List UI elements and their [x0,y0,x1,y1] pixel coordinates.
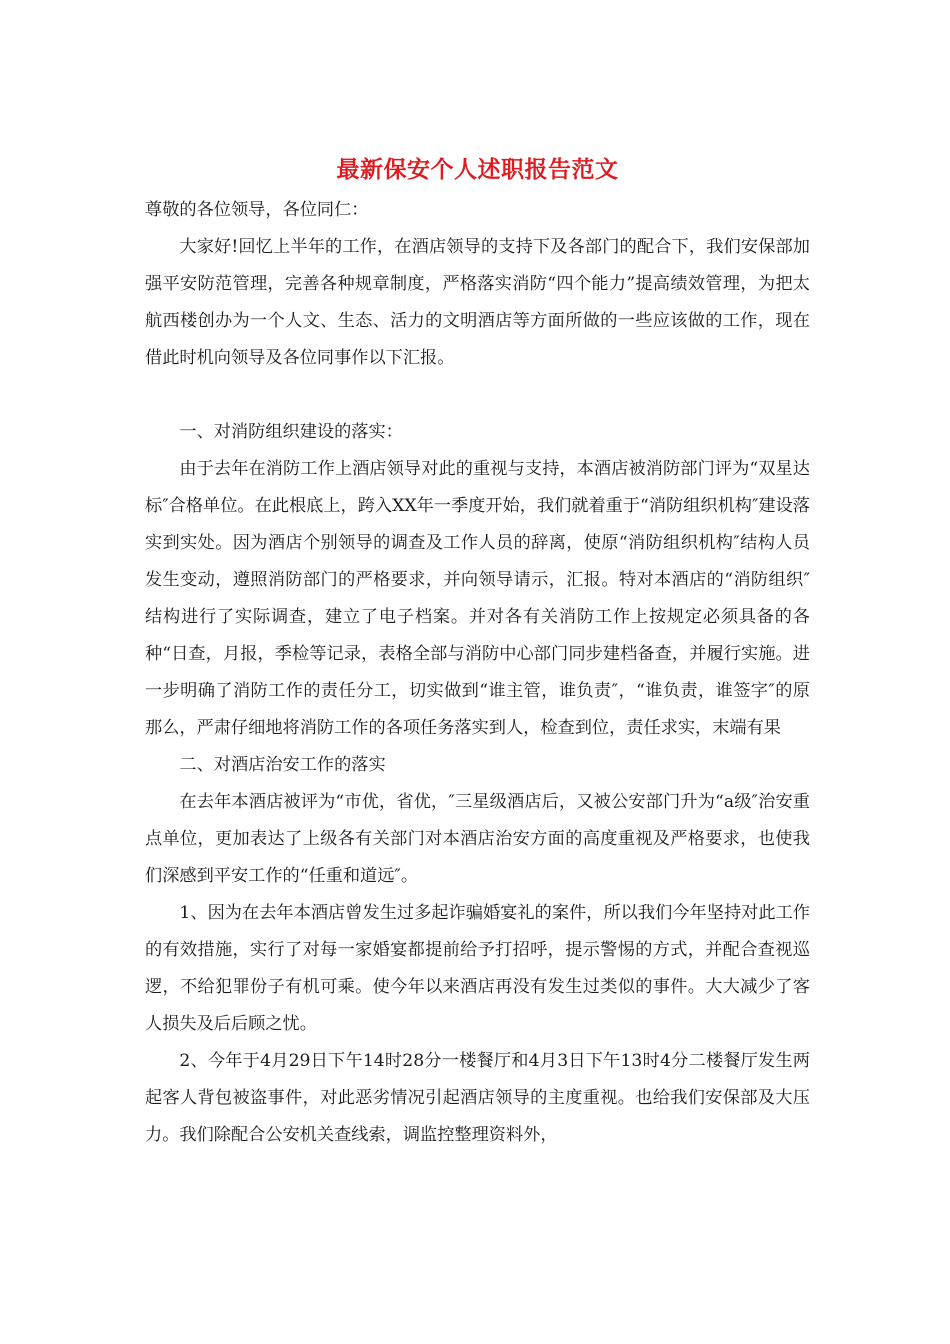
document-page [145,152,810,1154]
item-2-paragraph: 2、今年于4月29日下午14时28分一楼餐厅和4月3日下午13时4分二楼餐厅发生两起客人背包被盗事件，对此恶劣情况引起酒店领导的主度重视。也给我们安保部及大压力。我们除配合公安机关查线索，调监控整理资料外， [145,1051,810,1145]
intro-paragraph: 大家好!回忆上半年的工作，在酒店领导的支持下及各部门的配合下，我们安保部加强平安防范管理，完善各种规章制度，严格落实消防“四个能力”提高绩效管理，为把太航西楼创办为一个人文、生态、活力的文明酒店等方面所做的一些应该做的工作，现在借此时机向领导及各位同事作以下汇报。 [145,237,810,368]
document-title: 最新保安个人述职报告范文 [336,156,619,183]
section-1-body: 由于去年在消防工作上酒店领导对此的重视与支持，本酒店被消防部门评为“双星达标″合格单位。在此根底上，跨入XX年一季度开始，我们就着重于“消防组织机构″建设落实到实处。因为酒店个别领导的调查及工作人员的辞离，使原“消防组织机构″结构人员发生变动，遵照消防部门的严格要求，并向领导请示，汇报。特对本酒店的“消防组织″结构进行了实际调查，建立了电子档案。并对各有关消防工作上按规定必须具备的各种“日查，月报，季检等记录，表格全部与消防中心部门同步建档备查，并履行实施。进一步明确了消防工作的责任分工，切实做到“谁主管，谁负责″，“谁负责，谁签字″的原那么，严肃仔细地将消防工作的各项任务落实到人，检查到位，责任求实，末端有果 [145,459,810,738]
item-1-paragraph: 1、因为在去年本酒店曾发生过多起诈骗婚宴礼的案件，所以我们今年坚持对此工作的有效措施，实行了对每一家婚宴都提前给予打招呼，提示警惕的方式，并配合查视巡逻，不给犯罪份子有机可乘。使今年以来酒店再没有发生过类似的事件。大大减少了客人损失及后后顾之忧。 [145,903,810,1034]
blank-line [145,377,810,414]
salutation: 尊敬的各位领导，各位同仁： [145,200,369,220]
section-2-heading: 二、对酒店治安工作的落实 [179,755,386,775]
section-2-body: 在去年本酒店被评为“市优，省优，″三星级酒店后，又被公安部门升为“a级″治安重点单位，更加表达了上级各有关部门对本酒店治安方面的高度重视及严格要求，也使我们深感到平安工作的“任重和道远″。 [145,792,810,886]
section-1-heading: 一、对消防组织建设的落实： [179,422,403,442]
